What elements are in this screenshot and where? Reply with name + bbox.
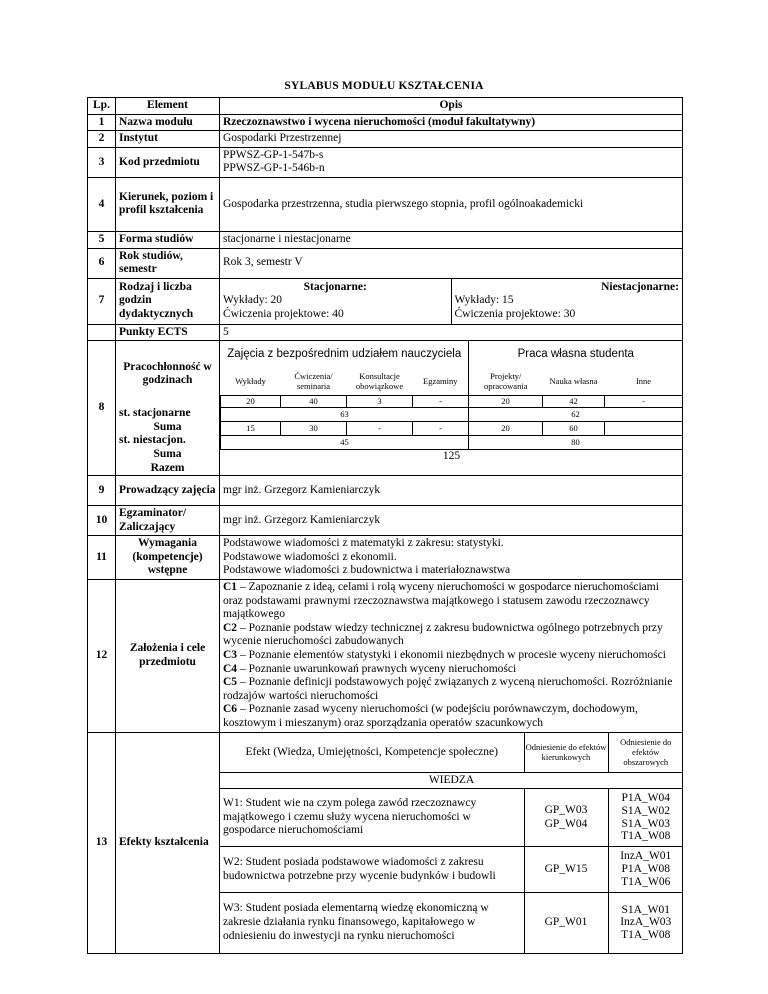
lecturer: mgr inż. Grzegorz Kamieniarczyk xyxy=(220,476,683,506)
goal-item xyxy=(223,703,679,730)
goal-item xyxy=(223,676,679,703)
workload-label-stac: st. stacjonarne xyxy=(119,407,191,420)
workload-label-niestac: st. niestacjon. xyxy=(119,434,186,447)
outcome-obsz xyxy=(608,893,683,953)
element-cell: Prowadzący zajęcia xyxy=(116,476,220,506)
niestac-value: 60 xyxy=(543,421,605,435)
goal-text: – Poznanie zasad wyceny nieruchomości (w podejściu porównawczym, dochodowym, kosztowym i mieszanym) oraz sporządzania operatów szacunkowych xyxy=(223,703,638,729)
hours-niestac-lectures: Wykłady: 15 xyxy=(454,294,514,307)
kier-code: GP_W04 xyxy=(544,817,588,830)
element-cell: Instytut xyxy=(116,131,220,148)
prerequisites xyxy=(220,536,683,580)
lp-cell: 13 xyxy=(88,732,116,953)
stac-value: 42 xyxy=(543,395,605,407)
hours-stac-lectures: Wykłady: 20 xyxy=(223,294,283,307)
row-8 xyxy=(88,341,683,476)
group-self: Praca własna studenta xyxy=(469,341,683,367)
row-ects xyxy=(88,324,683,341)
outcome-text: W3: Student posiada elementarną wiedzę ekonomiczną w zakresie działania rynku finansowego, kapitałowego w odniesieniu do inwestycji na rynku nieruchomości xyxy=(220,893,524,953)
goal-code: C6 xyxy=(223,703,238,716)
year-semester: Rok 3, semestr V xyxy=(220,248,683,278)
ects-value: 5 xyxy=(220,324,683,341)
prerequisite-item: Podstawowe wiadomości z matematyki z zakresu: statystyki. xyxy=(223,537,504,550)
element-cell: Efekty kształcenia xyxy=(116,732,220,953)
niestac-sum-contact: 45 xyxy=(221,435,469,449)
row-13 xyxy=(88,732,683,953)
element-cell: Kod przedmiotu xyxy=(116,147,220,177)
obsz-code: InzA_W03 xyxy=(620,916,672,929)
element-cell: Egzaminator/ Zaliczający xyxy=(116,506,220,536)
syllabus-table xyxy=(87,97,683,954)
col-kier: Odniesienie do efektów kierunkowych xyxy=(524,733,608,773)
workload-niestac-sum-row xyxy=(221,435,683,449)
lp-cell: 5 xyxy=(88,231,116,248)
learning-outcomes-cell xyxy=(220,732,683,953)
lp-cell: 2 xyxy=(88,131,116,148)
header-element: Element xyxy=(116,98,220,115)
niestac-value xyxy=(605,421,683,435)
hours-split xyxy=(220,279,682,324)
lp-cell: 4 xyxy=(88,177,116,231)
stac-value: 3 xyxy=(347,395,413,407)
niestac-value: 20 xyxy=(469,421,543,435)
goal-text: – Poznanie definicji podstawowych pojęć związanych z wyceną nieruchomości. Rozróżnianie rodzajów wartości nieruchomości xyxy=(223,676,673,702)
element-cell: Kierunek, poziom i profil kształcenia xyxy=(116,177,220,231)
obsz-code: S1A_W02 xyxy=(621,804,671,817)
row-12 xyxy=(88,580,683,733)
hours-stac-projects: Ćwiczenia projektowe: 40 xyxy=(223,307,344,320)
outcome-row xyxy=(220,893,683,953)
lp-cell: 11 xyxy=(88,536,116,580)
stac-value: - xyxy=(413,395,469,407)
element-cell xyxy=(116,341,220,476)
niestac-value: - xyxy=(347,421,413,435)
niestac-value: - xyxy=(413,421,469,435)
outcome-row xyxy=(220,789,683,847)
col-consultations: Konsultacje obowiązkowe xyxy=(355,370,404,391)
course-code-n: PPWSZ-GP-1-546b-n xyxy=(223,162,325,175)
goal-text: – Poznanie uwarunkowań prawnych wyceny nieruchomości xyxy=(237,662,517,675)
row-7 xyxy=(88,278,683,324)
col-effect: Efekt (Wiedza, Umiejętności, Kompetencje społeczne) xyxy=(245,745,498,758)
row-3 xyxy=(88,147,683,177)
lp-cell: 8 xyxy=(88,341,116,476)
lp-cell: 12 xyxy=(88,580,116,733)
prerequisite-item: Podstawowe wiadomości z budownictwa i materiałoznawstwa xyxy=(223,564,511,577)
workload-label-suma: Suma xyxy=(153,420,182,433)
kier-code: GP_W15 xyxy=(544,862,588,875)
hours-stac-head: Stacjonarne: xyxy=(303,280,367,293)
goal-code: C3 xyxy=(223,649,238,662)
element-cell: Punkty ECTS xyxy=(116,324,220,341)
lp-cell: 3 xyxy=(88,147,116,177)
element-cell: Forma studiów xyxy=(116,231,220,248)
lp-cell: 1 xyxy=(88,114,116,131)
hours-stacjonarne xyxy=(220,279,451,324)
examiner: mgr inż. Grzegorz Kamieniarczyk xyxy=(220,506,683,536)
workload-niestac-row xyxy=(221,421,683,435)
page-title: SYLABUS MODUŁU KSZTAŁCENIA xyxy=(284,80,484,92)
kier-code: GP_W03 xyxy=(544,804,588,816)
lp-cell: 7 xyxy=(88,278,116,324)
niestac-value: 15 xyxy=(221,421,281,435)
workload-label-suma2: Suma xyxy=(153,447,182,460)
row-2 xyxy=(88,131,683,148)
section-wiedza: WIEDZA xyxy=(220,773,683,789)
header-row xyxy=(88,98,683,115)
lp-cell: 9 xyxy=(88,476,116,506)
stac-value: - xyxy=(605,395,683,407)
goal-code: C1 xyxy=(223,581,238,594)
obsz-code: S1A_W01 xyxy=(621,903,671,916)
row-6 xyxy=(88,248,683,278)
field-of-study: Gospodarka przestrzenna, studia pierwszego stopnia, profil ogólnoakademicki xyxy=(220,177,683,231)
goal-text: – Zapoznanie z ideą, celami i rolą wyceny nieruchomości w gospodarce nieruchomościami oraz podstawami prawnymi rzeczoznawstwa majątkowego i statusem zawodu rzeczoznawcy majątkowego xyxy=(223,581,659,621)
stac-sum-self: 62 xyxy=(469,407,683,421)
goal-item xyxy=(223,663,679,677)
workload-table xyxy=(220,341,683,463)
obsz-code: T1A_W06 xyxy=(621,875,671,888)
row-9 xyxy=(88,476,683,506)
row-10 xyxy=(88,506,683,536)
institute-value: Gospodarki Przestrzennej xyxy=(220,131,683,148)
col-exercises: Ćwiczenia/ seminaria xyxy=(294,370,333,391)
workload-total: 125 xyxy=(442,450,461,463)
course-code-s: PPWSZ-GP-1-547b-s xyxy=(223,148,324,161)
goal-item xyxy=(223,581,679,622)
goal-item xyxy=(223,649,679,663)
element-cell: Założenia i cele przedmiotu xyxy=(116,580,220,733)
workload-stac-sum-row xyxy=(221,407,683,421)
module-name: Rzeczoznawstwo i wycena nieruchomości (moduł fakultatywny) xyxy=(220,114,683,131)
workload-label: Pracochłonność w godzinach xyxy=(123,360,212,387)
goal-code: C5 xyxy=(223,676,238,689)
obsz-code: P1A_W08 xyxy=(621,863,671,876)
hours-niestacjonarne xyxy=(451,279,683,324)
hours-niestac-head: Niestacjonarne: xyxy=(601,280,679,293)
outcome-obsz xyxy=(608,789,683,847)
hours-cell xyxy=(220,278,683,324)
element-cell: Rok studiów, semestr xyxy=(116,248,220,278)
study-form: stacjonarne i niestacjonarne xyxy=(220,231,683,248)
workload-label-razem: Razem xyxy=(150,461,185,474)
goal-text: – Poznanie podstaw wiedzy technicznej z zakresu budownictwa ogólnego potrzebnych przy wycenie nieruchomości zabudowanych xyxy=(223,621,663,648)
outcomes-table xyxy=(220,733,683,953)
col-other: Inne xyxy=(635,375,652,386)
stac-value: 20 xyxy=(469,395,543,407)
workload-total-row xyxy=(221,449,683,463)
goal-text: – Poznanie elementów statystyki i ekonomii niezbędnych w procesie wyceny nieruchomości xyxy=(237,649,666,662)
outcome-text: W1: Student wie na czym polega zawód rzeczoznawcy majątkowego i czemu służy wycena nieruchomości w gospodarce nieruchomościami xyxy=(220,789,524,847)
outcome-row xyxy=(220,847,683,893)
stac-value: 20 xyxy=(221,395,281,407)
col-exams: Egzaminy xyxy=(423,375,458,386)
obsz-code: S1A_W03 xyxy=(621,817,671,830)
course-goals xyxy=(220,580,683,733)
stac-sum-contact: 63 xyxy=(221,407,469,421)
row-5 xyxy=(88,231,683,248)
element-cell: Wymagania (kompetencje) wstępne xyxy=(116,536,220,580)
hours-niestac-projects: Ćwiczenia projektowe: 30 xyxy=(454,307,576,320)
kier-code: GP_W01 xyxy=(544,916,588,929)
col-projects: Projekty/ opracowania xyxy=(469,367,543,395)
course-code xyxy=(220,147,683,177)
niestac-sum-self: 80 xyxy=(469,435,683,449)
obsz-code: T1A_W08 xyxy=(621,830,671,843)
workload-cell xyxy=(220,341,683,476)
obsz-code: T1A_W08 xyxy=(621,929,671,942)
obsz-code: InzA_W01 xyxy=(620,850,672,863)
element-cell: Rodzaj i liczba godzin dydaktycznych xyxy=(116,278,220,324)
group-contact: Zajęcia z bezpośrednim udziałem nauczyciela xyxy=(227,348,462,361)
col-obsz: Odniesienie do efektów obszarowych xyxy=(608,733,683,773)
lp-cell: 6 xyxy=(88,248,116,278)
header-opis: Opis xyxy=(220,98,683,115)
goal-code: C4 xyxy=(223,662,238,675)
row-1 xyxy=(88,114,683,131)
outcome-obsz xyxy=(608,847,683,893)
outcome-text: W2: Student posiada podstawowe wiadomości z zakresu budownictwa potrzebne przy wycenie budynków i budowli xyxy=(220,847,524,893)
prerequisite-item: Podstawowe wiadomości z ekonomii. xyxy=(223,550,397,563)
col-self-study: Nauka własna xyxy=(549,375,598,386)
lp-cell: 10 xyxy=(88,506,116,536)
niestac-value: 30 xyxy=(281,421,347,435)
outcome-kier xyxy=(524,789,608,847)
goal-code: C2 xyxy=(223,621,238,634)
obsz-code: P1A_W04 xyxy=(621,792,671,804)
element-cell: Nazwa modułu xyxy=(116,114,220,131)
col-lectures: Wykłady xyxy=(235,375,266,386)
outcome-kier xyxy=(524,893,608,953)
workload-stac-row xyxy=(221,395,683,407)
header-lp: Lp. xyxy=(88,98,116,115)
goal-item xyxy=(223,622,679,649)
stac-value: 40 xyxy=(281,395,347,407)
outcome-kier xyxy=(524,847,608,893)
row-11 xyxy=(88,536,683,580)
row-4 xyxy=(88,177,683,231)
